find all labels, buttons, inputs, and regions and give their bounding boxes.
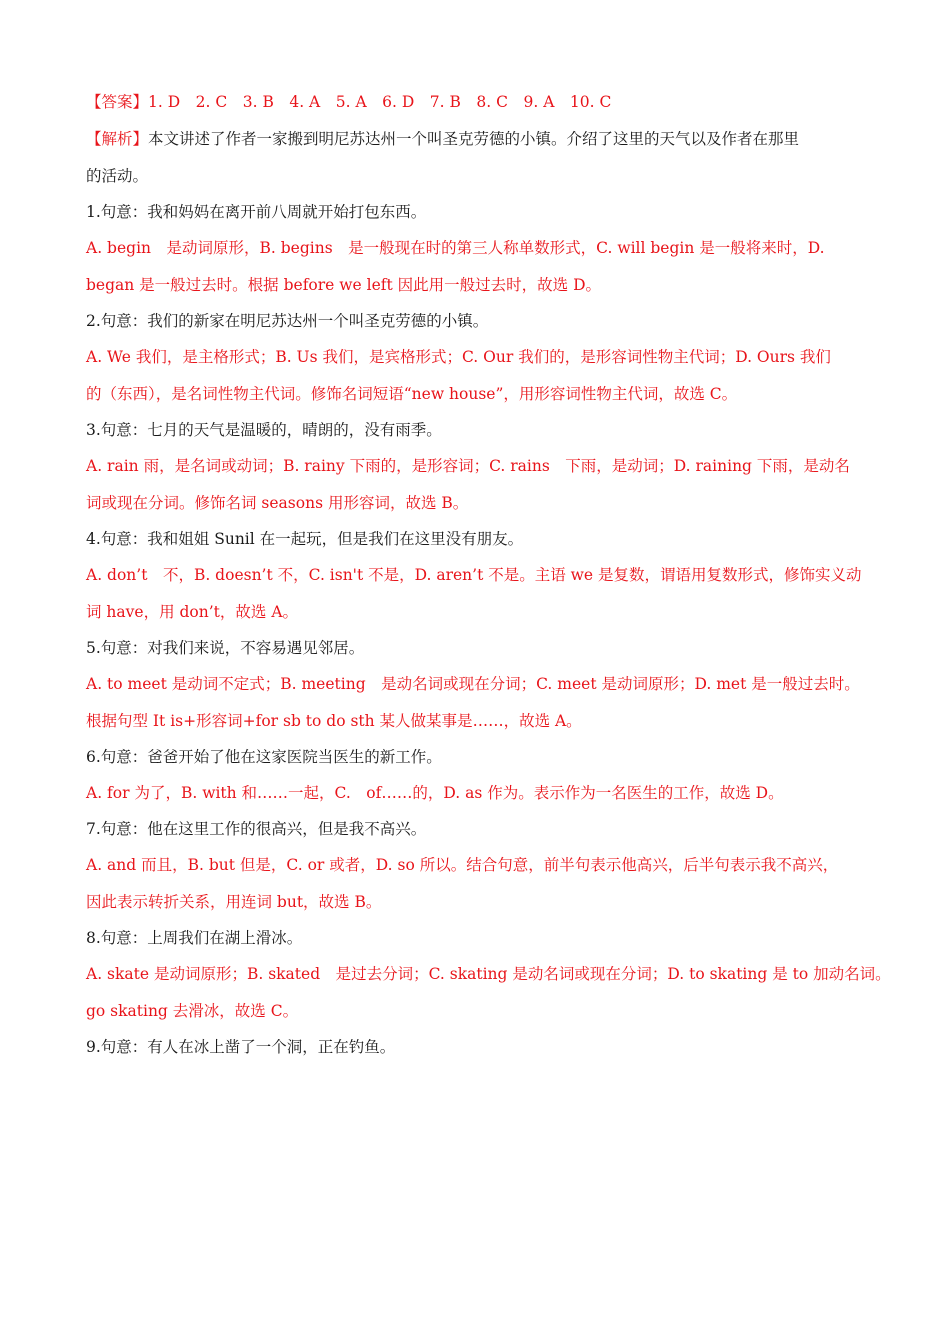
explanation-5-line-2: 根据句型 It is+形容词+for sb to do sth 某人做某事是……，故选 A。 [86, 712, 582, 730]
explanation-2-line-1: A. We 我们，是主格形式；B. Us 我们，是宾格形式；C. Our 我们的，是形容词性物主代词；D. Ours 我们 [86, 348, 831, 366]
explanation-4-line-1: A. don’t 不，B. doesn’t 不，C. isn't 不是，D. aren’t 不是。主语 we 是复数，谓语用复数形式，修饰实义动 [86, 566, 862, 584]
question-3: 3.句意：七月的天气是温暖的，晴朗的，没有雨季。 [86, 421, 442, 439]
explanation-4-line-2: 词 have，用 don’t，故选 A。 [86, 603, 299, 621]
answer-label: 【答案】 [86, 93, 149, 111]
question-9: 9.句意：有人在冰上凿了一个洞，正在钓鱼。 [86, 1038, 396, 1056]
explanation-1-line-1: A. begin 是动词原形，B. begins 是一般现在时的第三人称单数形式，C. will begin 是一般将来时，D. [86, 239, 825, 257]
analysis-label: 【解析】 [86, 130, 149, 148]
explanation-8-line-2: go skating 去滑冰，故选 C。 [86, 1002, 299, 1020]
question-8: 8.句意：上周我们在湖上滑冰。 [86, 929, 303, 947]
explanation-8-line-1: A. skate 是动词原形；B. skated 是过去分词；C. skating 是动名词或现在分词；D. to skating 是 to 加动名词。 [86, 965, 891, 983]
explanation-5-line-1: A. to meet 是动词不定式；B. meeting 是动名词或现在分词；C. meet 是动词原形；D. met 是一般过去时。 [86, 675, 860, 693]
question-5: 5.句意：对我们来说，不容易遇见邻居。 [86, 639, 365, 657]
explanation-1-line-2: began 是一般过去时。根据 before we left 因此用一般过去时，故选 D。 [86, 276, 602, 294]
explanation-6-line-1: A. for 为了，B. with 和……一起，C. of……的，D. as 作为。表示作为一名医生的工作，故选 D。 [86, 784, 784, 802]
explanation-3-line-2: 词或现在分词。修饰名词 seasons 用形容词，故选 B。 [86, 494, 469, 512]
analysis-line-1 [86, 121, 876, 158]
explanation-2-line-2: 的（东西），是名词性物主代词。修饰名词短语“new house”，用形容词性物主代词，故选 C。 [86, 385, 738, 403]
answer-document [86, 84, 891, 1065]
explanation-7-line-2: 因此表示转折关系，用连词 but，故选 B。 [86, 893, 382, 911]
question-6: 6.句意：爸爸开始了他在这家医院当医生的新工作。 [86, 748, 442, 766]
explanation-3-line-1: A. rain 雨，是名词或动词；B. rainy 下雨的，是形容词；C. rains 下雨，是动词；D. raining 下雨，是动名 [86, 457, 850, 475]
explanation-7-line-1: A. and 而且，B. but 但是，C. or 或者，D. so 所以。结合句意，前半句表示他高兴，后半句表示我不高兴， [86, 856, 839, 874]
answer-text: 1. D 2. C 3. B 4. A 5. A 6. D 7. B 8. C 9. A 10. C [148, 93, 612, 111]
question-7: 7.句意：他在这里工作的很高兴，但是我不高兴。 [86, 820, 427, 838]
question-1: 1.句意：我和妈妈在离开前八周就开始打包东西。 [86, 203, 427, 221]
analysis-line-2: 的活动。 [86, 167, 149, 185]
question-4: 4.句意：我和姐姐 Sunil 在一起玩，但是我们在这里没有朋友。 [86, 530, 524, 548]
analysis-text-1: 本文讲述了作者一家搬到明尼苏达州一个叫圣克劳德的小镇。介绍了这里的天气以及作者在那里 [148, 130, 800, 148]
answer-line [86, 84, 876, 121]
question-2: 2.句意：我们的新家在明尼苏达州一个叫圣克劳德的小镇。 [86, 312, 489, 330]
